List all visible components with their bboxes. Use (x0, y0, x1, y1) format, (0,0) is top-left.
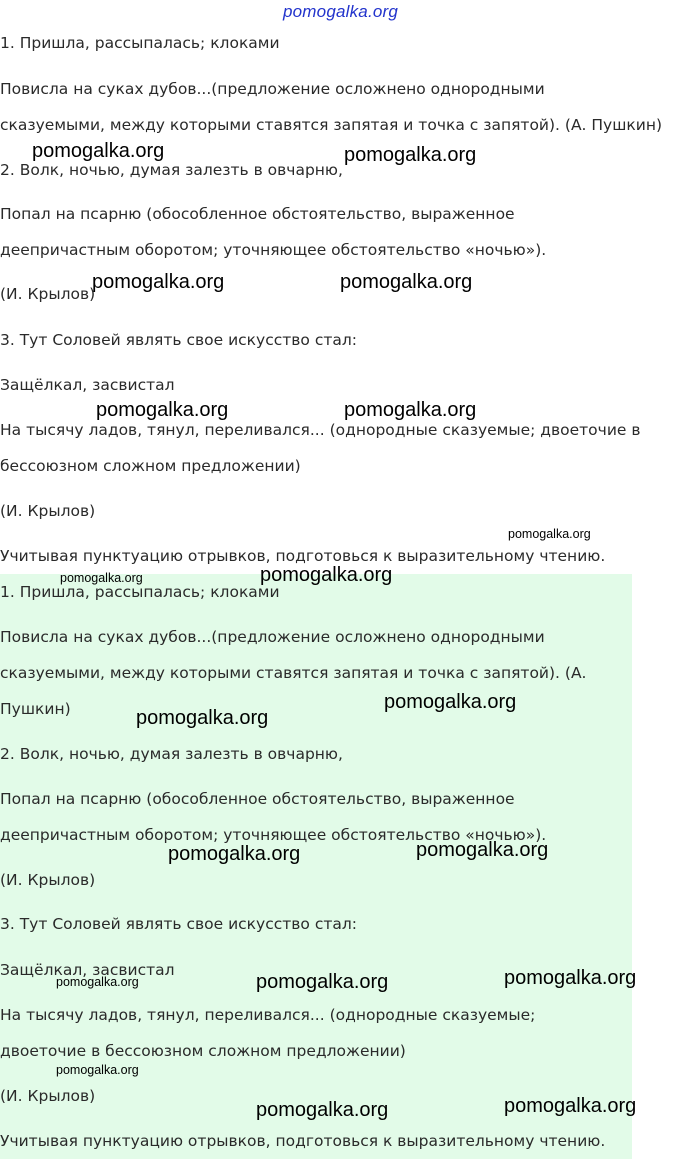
text-line: Повисла на суках дубов...(предложение осложнено однородными (0, 628, 545, 646)
text-line: 2. Волк, ночью, думая залезть в овчарню, (0, 745, 343, 763)
text-line: сказуемыми, между которыми ставятся запятая и точка с запятой). (А. Пушкин) (0, 116, 663, 134)
text-line: Защёлкал, засвистал (0, 961, 175, 979)
text-line: Попал на псарню (обособленное обстоятельство, выраженное (0, 205, 515, 223)
text-line: На тысячу ладов, тянул, переливался... (однородные сказуемые; (0, 1006, 536, 1024)
text-line: 3. Тут Соловей являть свое искусство стал: (0, 331, 357, 349)
text-line: 1. Пришла, рассыпалась; клоками (0, 583, 280, 601)
watermark: pomogalka.org (56, 1063, 139, 1077)
watermark: pomogalka.org (508, 527, 591, 541)
text-line: 2. Волк, ночью, думая залезть в овчарню, (0, 161, 343, 179)
watermark: pomogalka.org (256, 971, 389, 993)
watermark: pomogalka.org (504, 1095, 637, 1117)
watermark: pomogalka.org (92, 271, 225, 293)
text-line: (И. Крылов) (0, 502, 96, 520)
watermark: pomogalka.org (344, 399, 477, 421)
text-line: деепричастным оборотом; уточняющее обстоятельство «ночью»). (0, 826, 547, 844)
watermark: pomogalka.org (416, 839, 549, 861)
text-line: Защёлкал, засвистал (0, 376, 175, 394)
watermark: pomogalka.org (136, 707, 269, 729)
watermark: pomogalka.org (96, 399, 229, 421)
text-line: деепричастным оборотом; уточняющее обстоятельство «ночью»). (0, 241, 547, 259)
watermark: pomogalka.org (256, 1099, 389, 1121)
watermark: pomogalka.org (168, 843, 301, 865)
text-line: двоеточие в бессоюзном сложном предложении) (0, 1042, 406, 1060)
text-line: (И. Крылов) (0, 1087, 96, 1105)
text-line: Учитывая пунктуацию отрывков, подготовься к выразительному чтению. (0, 1132, 606, 1150)
watermark: pomogalka.org (260, 564, 393, 586)
text-line: бессоюзном сложном предложении) (0, 457, 301, 475)
text-line: (И. Крылов) (0, 285, 96, 303)
watermark: pomogalka.org (32, 140, 165, 162)
text-line: 3. Тут Соловей являть свое искусство стал: (0, 915, 357, 933)
text-line: Учитывая пунктуацию отрывков, подготовься к выразительному чтению. (0, 547, 606, 565)
watermark: pomogalka.org (60, 571, 143, 585)
watermark: pomogalka.org (56, 975, 139, 989)
text-line: 1. Пришла, рассыпалась; клоками (0, 34, 280, 52)
text-line: Пушкин) (0, 700, 71, 718)
watermark: pomogalka.org (340, 271, 473, 293)
watermark: pomogalka.org (504, 967, 637, 989)
text-line: На тысячу ладов, тянул, переливался... (однородные сказуемые; двоеточие в (0, 421, 641, 439)
watermark: pomogalka.org (384, 691, 517, 713)
text-line: Повисла на суках дубов...(предложение осложнено однородными (0, 80, 545, 98)
watermark: pomogalka.org (283, 2, 399, 21)
watermark: pomogalka.org (344, 144, 477, 166)
text-line: (И. Крылов) (0, 871, 96, 889)
text-line: сказуемыми, между которыми ставятся запятая и точка с запятой). (А. (0, 664, 587, 682)
text-line: Попал на псарню (обособленное обстоятельство, выраженное (0, 790, 515, 808)
